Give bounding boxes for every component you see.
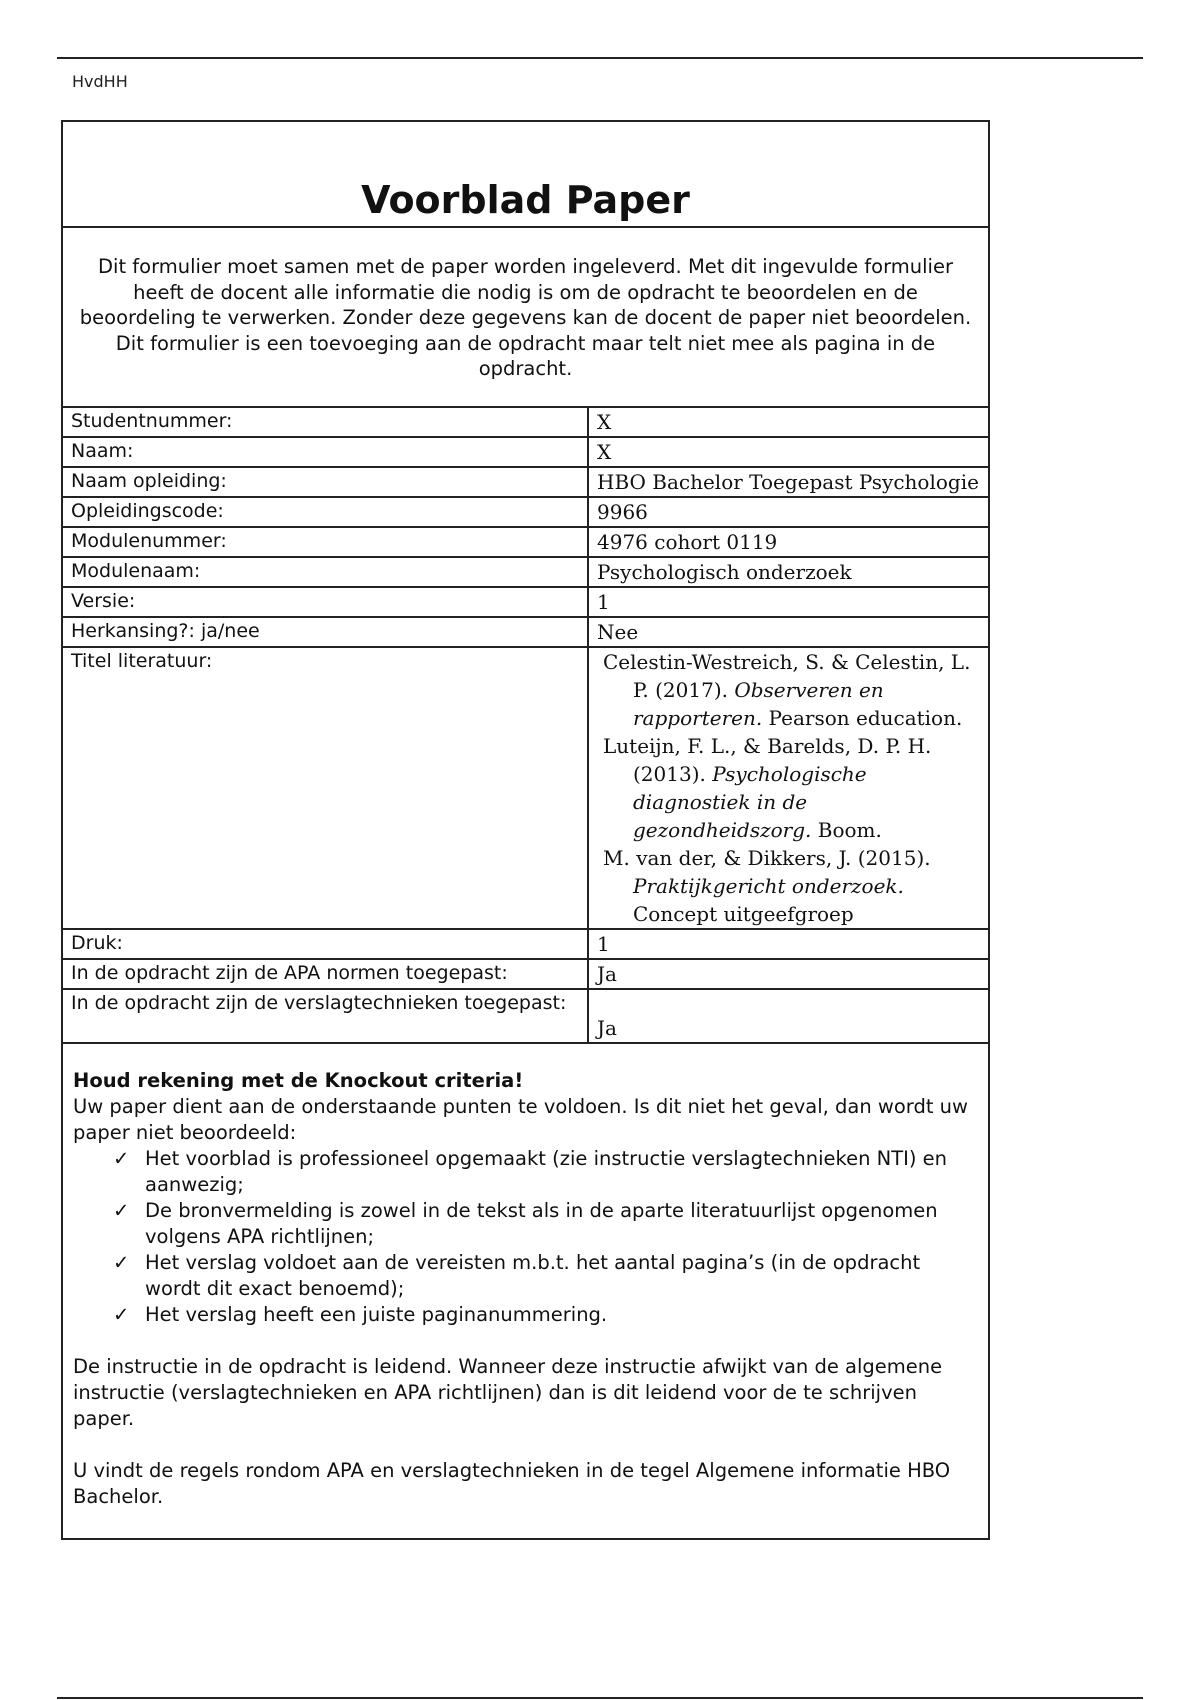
literature-ref: M. van der, & Dikkers, J. (2015). Praktijkgericht onderzoek. Concept uitgeefgroep — [603, 846, 931, 926]
list-item: ✓ Het verslag heeft een juiste paginanummering. — [113, 1303, 608, 1326]
field-value: X — [588, 408, 988, 437]
field-label: Titel literatuur: — [63, 647, 588, 929]
page-header-code: HvdHH — [72, 72, 128, 91]
field-label: Naam opleiding: — [63, 467, 588, 497]
field-value: 1 — [588, 929, 988, 959]
checkmark-icon: ✓ — [113, 1199, 130, 1222]
field-value: Psychologisch onderzoek — [588, 557, 988, 587]
field-value: HBO Bachelor Toegepast Psychologie — [588, 467, 988, 497]
rules-location-text: U vindt de regels rondom APA en verslagtechnieken in de tegel Algemene informatie HBO Bachelor. — [73, 1459, 951, 1508]
field-label: In de opdracht zijn de APA normen toegepast: — [63, 959, 588, 989]
field-row-opleiding — [63, 467, 988, 497]
checkmark-icon: ✓ — [113, 1147, 130, 1170]
field-label: Modulenummer: — [63, 527, 588, 557]
field-label: Opleidingscode: — [63, 497, 588, 527]
list-item: ✓ Het verslag voldoet aan de vereisten m.b.t. het aantal pagina’s (in de opdracht wordt dit exact benoemd); — [113, 1251, 921, 1300]
list-item: ✓ De bronvermelding is zowel in de tekst als in de aparte literatuurlijst opgenomen volgens APA richtlijnen; — [113, 1199, 938, 1248]
fields-table — [63, 408, 988, 1044]
field-value: 1 — [588, 587, 988, 617]
field-row-druk — [63, 929, 988, 959]
field-value: Ja — [588, 959, 988, 989]
field-label: Versie: — [63, 587, 588, 617]
checkmark-icon: ✓ — [113, 1251, 130, 1274]
field-value: Ja — [588, 989, 988, 1043]
field-value: 9966 — [588, 497, 988, 527]
field-row-literatuur — [63, 647, 988, 929]
field-row-versie — [63, 587, 988, 617]
knockout-heading: Houd rekening met de Knockout criteria! — [73, 1069, 524, 1092]
knockout-list — [73, 1146, 978, 1328]
field-label: Naam: — [63, 437, 588, 467]
intro-text: Dit formulier moet samen met de paper worden ingeleverd. Met dit ingevulde formulier heeft de docent alle informatie die nodig is om de opdracht te beoordelen en de beoordeling te verwerken. Zonder deze gegevens kan de docent de paper niet beoordelen. Dit formulier is een toevoeging aan de opdracht maar telt niet mee als pagina in de opdracht. — [63, 228, 988, 408]
knockout-section — [63, 1044, 988, 1538]
field-row-verslagtechnieken — [63, 989, 988, 1043]
field-label: Herkansing?: ja/nee — [63, 617, 588, 647]
field-row-modulenummer — [63, 527, 988, 557]
field-label: In de opdracht zijn de verslagtechnieken toegepast: — [63, 989, 588, 1043]
field-row-opleidingscode — [63, 497, 988, 527]
field-row-herkansing — [63, 617, 988, 647]
field-value: X — [588, 437, 988, 467]
instruction-text: De instructie in de opdracht is leidend. Wanneer deze instructie afwijkt van de algemene instructie (verslagtechnieken en APA richtlijnen) dan is dit leidend voor de te schrijven paper. — [73, 1355, 943, 1430]
field-value: Nee — [588, 617, 988, 647]
field-row-modulenaam — [63, 557, 988, 587]
bottom-rule — [57, 1697, 1143, 1699]
literature-ref: Luteijn, F. L., & Barelds, D. P. H. (2013). Psychologische diagnostiek in de gezondheidszorg. Boom. — [603, 734, 932, 842]
title-row — [63, 122, 988, 228]
field-label: Druk: — [63, 929, 588, 959]
field-row-studentnummer — [63, 408, 988, 437]
knockout-lead: Uw paper dient aan de onderstaande punten te voldoen. Is dit niet het geval, dan wordt uw paper niet beoordeeld: — [73, 1095, 968, 1144]
literature-ref: Celestin-Westreich, S. & Celestin, L. P. (2017). Observeren en rapporteren. Pearson education. — [603, 650, 971, 730]
field-row-apa — [63, 959, 988, 989]
field-row-naam — [63, 437, 988, 467]
field-value: 4976 cohort 0119 — [588, 527, 988, 557]
field-label: Studentnummer: — [63, 408, 588, 437]
page-title: Voorblad Paper — [361, 178, 690, 222]
checkmark-icon: ✓ — [113, 1303, 130, 1326]
list-item: ✓ Het voorblad is professioneel opgemaakt (zie instructie verslagtechnieken NTI) en aanwezig; — [113, 1147, 948, 1196]
literature-list — [588, 647, 988, 929]
field-label: Modulenaam: — [63, 557, 588, 587]
top-rule — [57, 57, 1143, 59]
cover-form — [61, 120, 990, 1540]
